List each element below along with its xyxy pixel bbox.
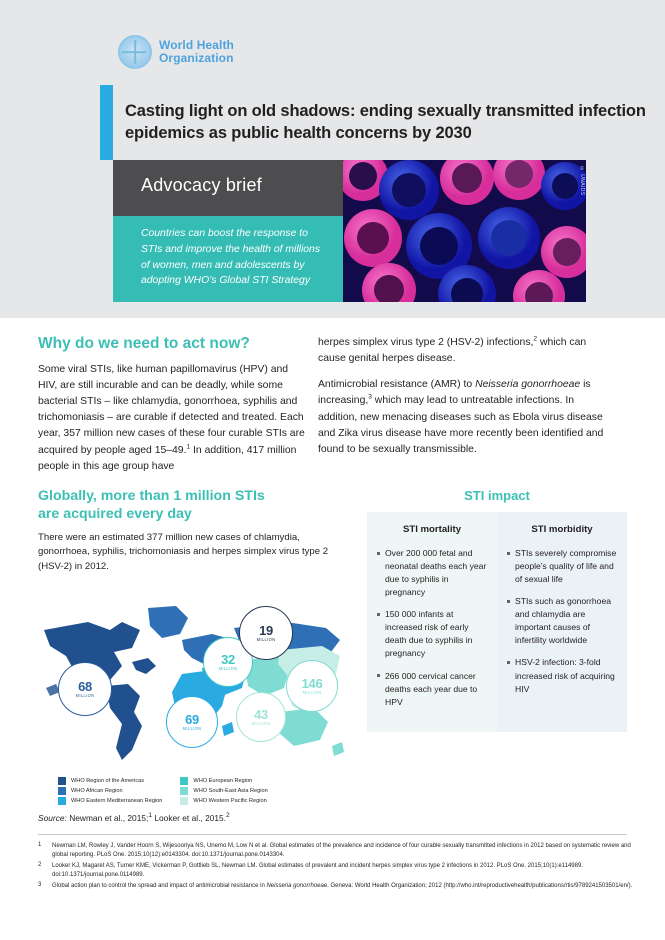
why-right-column [318,335,610,468]
why-left-column [38,335,308,485]
legend-swatch-icon [180,777,188,785]
legend-swatch-icon [180,797,188,805]
footnote-number: 3 [38,882,42,889]
source-text-1: Newman et al., 2015; [66,813,149,823]
map-region-oceania [278,708,344,756]
cover-photo [343,160,586,302]
legend-swatch-icon [58,777,66,785]
bubble-value-african: 69 [185,711,199,727]
document-type-label: Advocacy brief [141,175,262,195]
map-bubble-african [166,696,218,748]
map-legend [58,777,348,805]
why-right-p1-tail: which can cause genital herpes disease. [318,337,587,365]
bubble-unit-african: MILLION [182,726,202,732]
cover-photo-image [343,160,586,302]
footnote-item [38,882,638,891]
bubble-unit-americas: MILLION [75,693,95,699]
bullet-square-icon [507,600,510,603]
footnotes [38,842,638,894]
list-item [507,595,617,647]
bubble-value-european: 32 [221,651,235,667]
sti-mortality-title: STI mortality [402,524,462,535]
tagline-box [113,216,343,302]
page-title: Casting light on old shadows: ending sexually transmitted infection epidemics as public health concerns by 2030 [125,102,646,142]
map-region-greenland [148,606,188,638]
document-type-bar [113,160,343,216]
who-wordmark [159,39,234,66]
globally-paragraph: There were an estimated 377 million new cases of chlamydia, gonorrhoea, syphilis, trichomoniasis and herpes simplex virus type 2 (HSV-2) in 2012. [38,531,329,572]
globally-heading-line1: Globally, more than 1 million STIs [38,488,265,504]
tagline-text: Countries can boost the response to STIs and improve the health of millions of women, men and adolescents by adopting WHO’s Global STI Strategy [141,228,321,287]
footnote-divider [38,834,627,835]
globally-heading-line2: are acquired every day [38,505,192,522]
who-logo [118,35,234,69]
legend-label: WHO African Region [71,788,123,794]
footnote-item [38,842,638,859]
globally-section [38,488,338,574]
bullet-text: HSV-2 infection: 3-fold increased risk of acquiring HIV [515,657,615,694]
bullet-text: 266 000 cervical cancer deaths each year due to HPV [385,670,478,707]
why-right-p2-tail: which may lead to untreatable infections. In addition, new menacing diseases such as Ebola virus disease and Zika virus disease have more recently been identified and found to be sexually transmissible. [318,395,604,455]
legend-item [180,787,267,795]
world-map-chart [36,600,346,775]
legend-swatch-icon [180,787,188,795]
legend-label: WHO Region of the Americas [71,778,145,784]
bullet-text: STIs such as gonorrhoea and chlamydia are important causes of infertility worldwide [515,596,612,646]
bullet-square-icon [377,613,380,616]
list-item [507,547,617,586]
why-right-paragraph-1 [318,335,610,367]
who-name-line2: Organization [159,51,234,65]
source-ref-1: 1 [148,812,153,820]
cover-band [0,0,665,318]
bubble-unit-wpac: MILLION [302,690,322,696]
map-legend-column-right [180,777,267,805]
bubble-value-sea: 43 [254,706,268,722]
list-item [507,656,617,695]
bubble-value-eastmed: 19 [259,622,273,638]
map-bubble-eastern-mediterranean [239,606,293,660]
legend-item [180,777,267,785]
bullet-text: Over 200 000 fetal and neonatal deaths each year due to syphilis in pregnancy [385,548,487,598]
sti-mortality-column [367,512,497,732]
source-label: Source: [38,813,67,823]
why-right-paragraph-2 [318,377,610,458]
why-left-footnote-ref: 1 [186,443,191,451]
who-name-line1: World Health [159,37,234,52]
why-right-p2-italic: Neisseria gonorrhoeae [475,379,581,391]
legend-label: WHO Eastern Mediterranean Region [71,798,163,804]
why-right-p2-ref: 3 [368,393,372,401]
sti-impact-panel [367,488,627,732]
source-ref-2: 2 [226,812,230,820]
list-item [377,608,487,660]
map-bubble-south-east-asia [236,692,286,742]
list-item [377,670,487,709]
bubble-value-americas: 68 [78,678,92,694]
footnote-text-b: . Geneva: World Health Organization; 2012 (http://who.int/reproductivehealth/publications/rtis/9789241503501/en/). [327,883,633,890]
legend-item [58,777,162,785]
bullet-square-icon [507,552,510,555]
bullet-text: 150 000 infants at increased risk of early death due to syphilis in pregnancy [385,609,473,659]
photo-credit: © UNAIDS [579,166,585,196]
legend-label: WHO European Region [193,778,253,784]
footnote-italic: Neisseria gonorrhoeae [266,883,328,890]
why-left-text: Some viral STIs, like human papillomavirus (HPV) and HIV, are still incurable and can be deadly, while some bacterial STIs – like chlamydia, gonorrhoea, syphilis and trichomoniasis – are curable if detected and treated. Each year, 357 million new cases of these four curable STIs are acquired by people aged 15–49. [38,363,305,456]
why-right-p2-head: Antimicrobial resistance (AMR) to [318,379,476,391]
map-legend-column-left [58,777,162,805]
title-banner [113,85,665,160]
map-bubble-americas [58,662,112,716]
map-bubble-western-pacific [286,660,338,712]
legend-swatch-icon [58,787,66,795]
footnote-number: 1 [38,842,42,848]
footnote-text [52,882,632,891]
sti-impact-heading: STI impact [464,488,530,503]
title-accent-strip [100,85,113,160]
footnote-item [38,862,638,879]
why-left-text-tail: In addition, 417 million people in this age group have [38,444,297,472]
why-heading: Why do we need to act now? [38,335,250,352]
bubble-unit-sea: MILLION [251,721,271,727]
footnote-text: Newman LM, Rowley J, Vander Hoorn S, Wijesooriya NS, Unemo M, Low N et al. Global estimates of the prevalence and incidence of four curable sexually transmitted infections in 2012 based on systematic review and global reporting. PLoS One. 2015;10(12):e0143304. doi:10.1371/journal.pone.0143304. [52,843,631,858]
bullet-square-icon [507,661,510,664]
bullet-square-icon [377,552,380,555]
why-left-paragraph [38,362,308,475]
sti-morbidity-title: STI morbidity [531,524,593,535]
footnote-text: Looker KJ, Magaret AS, Turner KME, Vickerman P, Gottlieb SL, Newman LM. Global estimates of prevalent and incident herpes simplex virus type 2 infections in 2012. PLoS One. 2015;10(1):e114989. doi:10.1371/journal.pone.0114989. [52,863,583,878]
sti-morbidity-column [497,512,627,732]
legend-item [58,787,162,795]
legend-item [58,797,162,805]
legend-swatch-icon [58,797,66,805]
bubble-unit-eastmed: MILLION [256,637,276,643]
why-right-p1-ref: 2 [533,335,538,343]
bullet-text: STIs severely compromise people’s quality of life and of sexual life [515,548,617,585]
footnote-text-a: Global action plan to control the spread and impact of antimicrobial resistance in [52,883,267,890]
globally-heading [38,488,338,524]
bubble-value-wpac: 146 [301,675,323,691]
source-text-2: Looker et al., 2015. [152,813,227,823]
why-right-p2-mid: is increasing, [318,379,591,407]
bullet-square-icon [377,674,380,677]
map-source [38,813,230,823]
who-emblem-icon [118,35,152,69]
footnote-number: 2 [38,862,42,869]
sti-impact-columns [367,512,627,732]
bubble-unit-european: MILLION [218,666,238,672]
legend-label: WHO Western Pacific Region [193,798,267,804]
list-item [377,547,487,599]
why-right-p1-head: herpes simplex virus type 2 (HSV-2) infections, [318,337,534,348]
legend-item [180,797,267,805]
legend-label: WHO South-East Asia Region [193,788,268,794]
